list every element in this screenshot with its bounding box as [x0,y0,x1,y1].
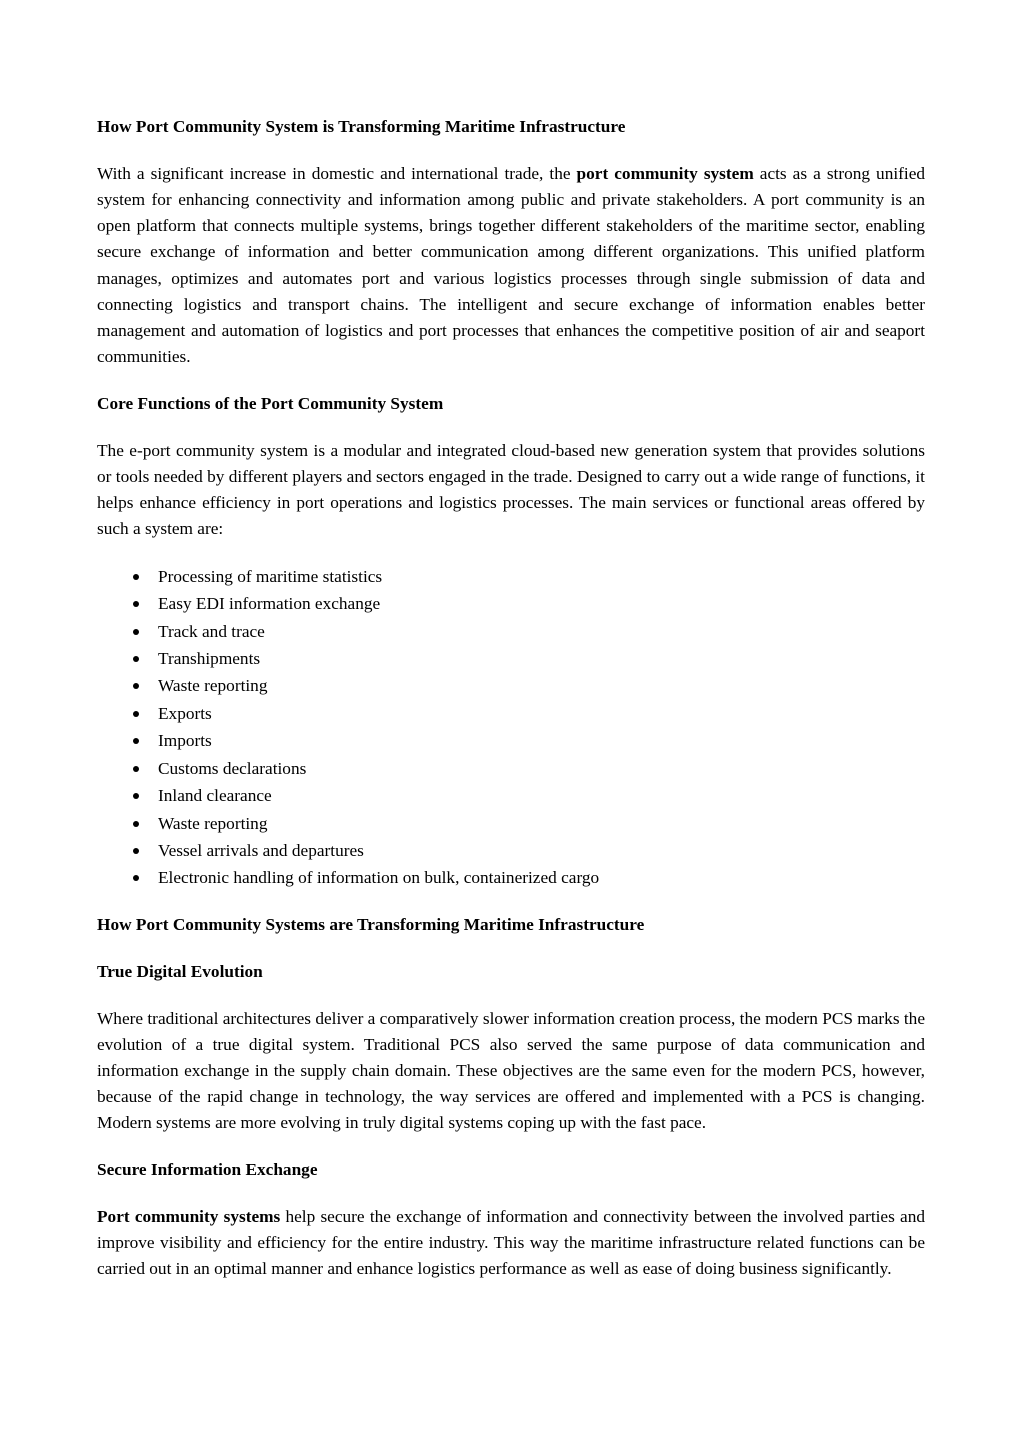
list-item-text: Easy EDI information exchange [158,594,381,614]
list-item-text: Transhipments [158,649,261,669]
secure-exchange-text: help secure the exchange of information and connectivity between the involved parties and improve visibility and efficiency for the entire industry. This way the maritime infrastructure related functions can be carried out in an optimal manner and enhance logistics performance as well as ease of doing business significantly. [97,1206,926,1279]
list-item [97,782,925,809]
intro-bold-term: port community system [576,163,754,183]
functions-list [97,563,925,892]
bullet-icon [133,821,139,827]
bullet-icon [133,683,139,689]
list-item [97,864,925,891]
bullet-icon [133,711,139,717]
bullet-icon [133,656,139,662]
list-item-text: Electronic handling of information on bulk, containerized cargo [158,868,600,888]
list-item-text: Track and trace [158,621,265,641]
list-item [97,590,925,617]
list-item [97,837,925,864]
section-heading-transforming: How Port Community System is Transforming Maritime Infrastructure [97,117,626,136]
list-item-text: Inland clearance [158,786,272,806]
bullet-icon [133,766,139,772]
document-page [97,114,925,1303]
list-item-text: Waste reporting [158,813,268,833]
list-item [97,645,925,672]
list-item-text: Vessel arrivals and departures [158,840,364,860]
list-item [97,700,925,727]
section-heading-digital-evolution: True Digital Evolution [97,961,263,981]
list-item-text: Exports [158,703,212,723]
section-heading-core-functions: Core Functions of the Port Community System [97,393,444,413]
secure-exchange-paragraph [97,1204,925,1283]
list-item [97,563,925,590]
bullet-icon [133,738,139,744]
intro-paragraph [97,161,925,371]
list-item-text: Customs declarations [158,758,307,778]
intro-text-start: With a significant increase in domestic and international trade, the [97,163,577,183]
list-item [97,727,925,754]
list-item [97,810,925,837]
list-item [97,672,925,699]
intro-text-end: acts as a strong unified system for enhancing connectivity and information among public and private stakeholders. A port community is an open platform that connects multiple systems, brings together different stakeholders of the maritime sector, enabling secure exchange of information and better communication among different organizations. This unified platform manages, optimizes and automates port and various logistics processes through single submission of data and connecting logistics and transport chains. The intelligent and secure exchange of information enables better management and automation of logistics and port processes that enhances the competitive position of air and seaport communities. [97,163,926,367]
list-item [97,618,925,645]
bullet-icon [133,848,139,854]
bullet-icon [133,793,139,799]
section-heading-pcs-transforming: How Port Community Systems are Transforming Maritime Infrastructure [97,915,645,935]
digital-evolution-paragraph: Where traditional architectures deliver a comparatively slower information creation process, the modern PCS marks the evolution of a true digital system. Traditional PCS also served the same purpose of data communication and information exchange in the supply chain domain. These objectives are the same even for the modern PCS, however, because of the rapid change in technology, the way services are offered and implemented with a PCS is changing. Modern systems are more evolving in truly digital systems coping up with the fast pace. [97,1008,925,1133]
core-functions-paragraph: The e-port community system is a modular and integrated cloud-based new generation system that provides solutions or tools needed by different players and sectors engaged in the trade. Designed to carry out a wide range of functions, it helps enhance efficiency in port operations and logistics processes. The main services or functional areas offered by such a system are: [97,440,925,539]
list-item-text: Waste reporting [158,676,268,696]
list-item [97,755,925,782]
secure-exchange-bold-term: Port community systems [97,1206,281,1226]
list-item-text: Processing of maritime statistics [158,566,383,586]
bullet-icon [133,875,139,881]
bullet-icon [133,574,139,580]
list-item-text: Imports [158,731,212,751]
section-heading-secure-exchange: Secure Information Exchange [97,1160,318,1180]
bullet-icon [133,601,139,607]
bullet-icon [133,629,139,635]
